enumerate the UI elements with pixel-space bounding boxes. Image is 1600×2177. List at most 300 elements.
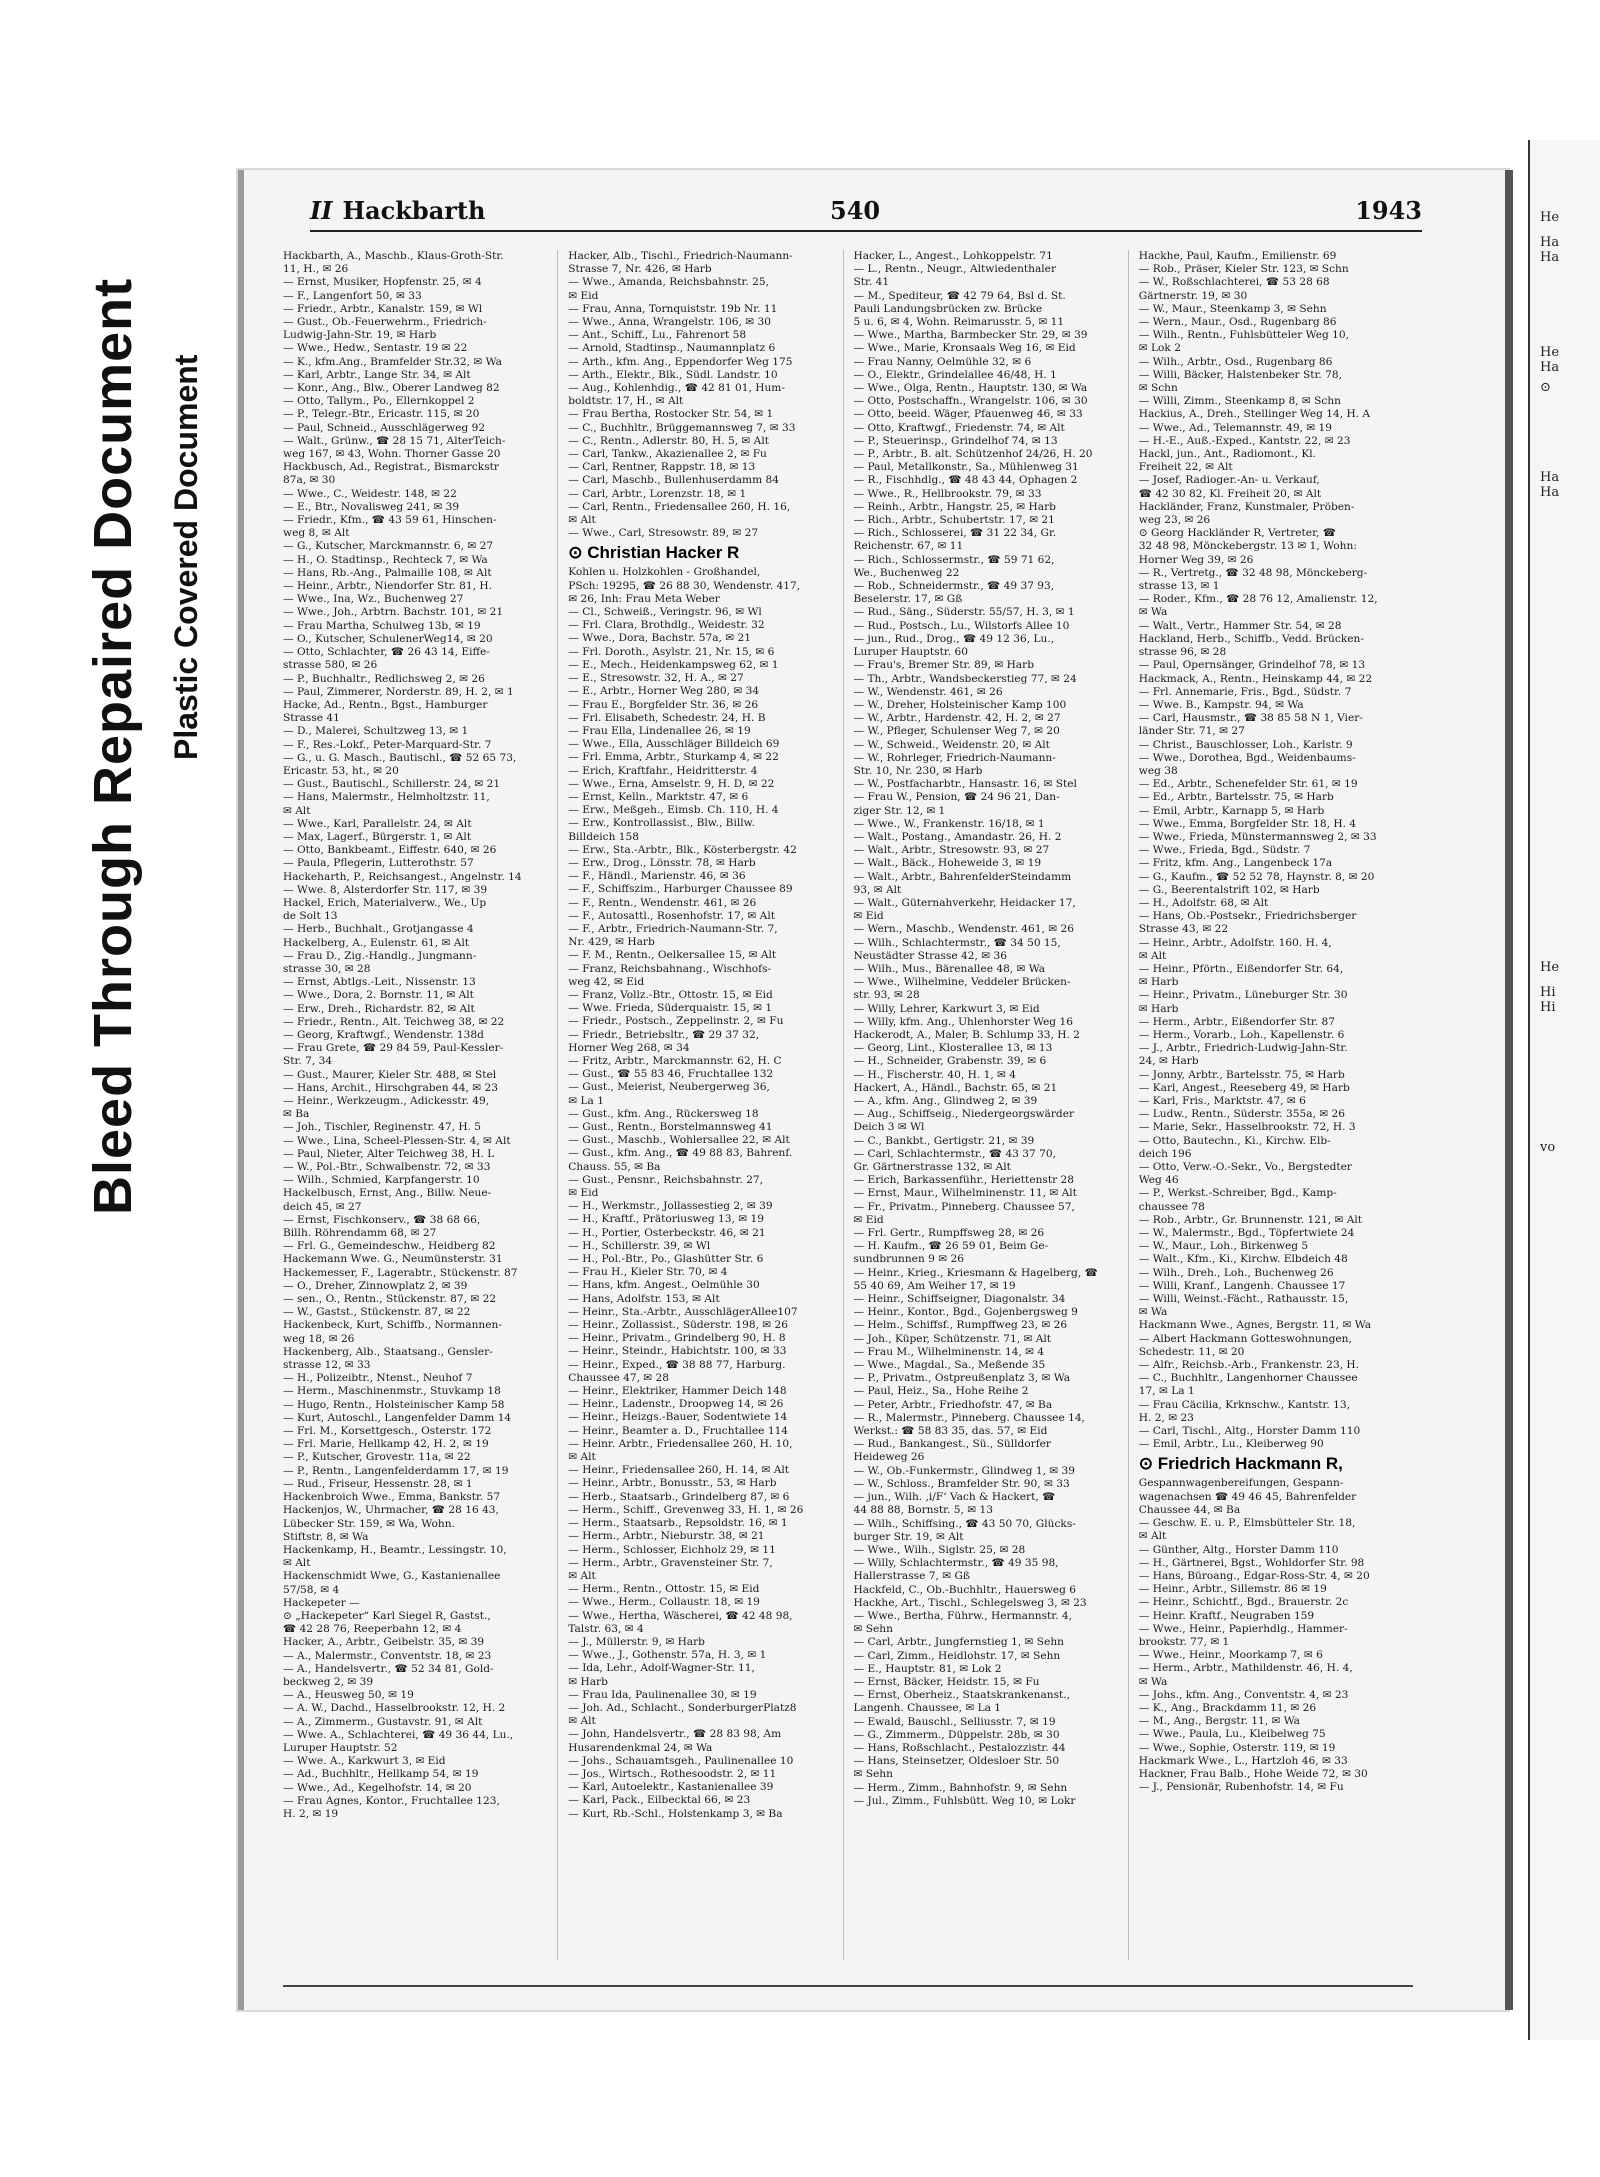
directory-entry: — Marie, Sekr., Hasselbrookstr. 72, H. 3	[1138, 1121, 1356, 1134]
directory-entry: — Wwe., Ad., Telemannstr. 49, ✉ 19	[1138, 421, 1333, 434]
directory-entry: — Willy, Lehrer, Karkwurt 3, ✉ Eid	[853, 1002, 1040, 1015]
directory-entry: — Friedr., Rentn., Alt. Teichweg 38, ✉ 22	[283, 1015, 505, 1028]
directory-entry: — Rud., Säng., Süderstr. 55/57, H. 3, ✉ 1	[853, 606, 1075, 619]
directory-entry: — C., Buchhltr., Brüggemannsweg 7, ✉ 33	[568, 421, 796, 434]
directory-entry: Talstr. 63, ✉ 4	[568, 1622, 644, 1635]
directory-entry: — Wwe., Marie, Kronsaals Weg 16, ✉ Eid	[853, 342, 1076, 355]
directory-entry: ⊙ Georg Hackländer R, Vertreter, ☎	[1138, 527, 1336, 540]
directory-entry: — Aug., Schiffseig., Niedergeorgswärder	[853, 1108, 1075, 1121]
directory-entry: — Hans, kfm. Angest., Oelmühle 30	[568, 1279, 760, 1292]
directory-entry: — C., Bankbt., Gertigstr. 21, ✉ 39	[853, 1134, 1035, 1147]
directory-entry: — Carl, Tankw., Akazienallee 2, ✉ Fu	[568, 448, 767, 461]
directory-entry: wagenachsen ☎ 49 46 45, Bahrenfelder	[1138, 1490, 1357, 1503]
directory-entry: Horner Weg 268, ✉ 34	[568, 1041, 690, 1054]
directory-entry: — Wilh., Dreh., Loh., Buchenweg 26	[1138, 1266, 1334, 1279]
directory-entry: ✉ Wa	[1138, 1675, 1168, 1688]
directory-entry: Hackenkamp, H., Beamtr., Lessingstr. 10,	[283, 1543, 507, 1556]
directory-entry: Hackerodt, A., Maler, B. Schlump 33, H. 2	[853, 1028, 1080, 1041]
directory-entry: — Heinr., Zollassist., Süderstr. 198, ✉ 26	[568, 1319, 789, 1332]
directory-entry: — W., Maur., Loh., Birkenweg 5	[1138, 1240, 1309, 1253]
directory-entry: — Wilh., Schiffsing., ☎ 43 50 70, Glücks-	[853, 1517, 1076, 1530]
directory-entry: ✉ Wa	[1138, 606, 1168, 619]
directory-entry: — Willy, Schlachtermstr., ☎ 49 35 98,	[853, 1557, 1059, 1570]
directory-entry: — Wwe., W., Frankenstr. 16/18, ✉ 1	[853, 817, 1045, 830]
directory-entry: Hacker, A., Arbtr., Geibelstr. 35, ✉ 39	[283, 1636, 485, 1649]
directory-entry: — Frau Ella, Lindenallee 26, ✉ 19	[568, 724, 751, 737]
directory-entry: — Hans, Rb.-Ang., Palmaille 108, ✉ Alt	[283, 566, 492, 579]
directory-entry: — Geschw. E. u. P., Elmsbütteler Str. 18,	[1138, 1517, 1356, 1530]
directory-entry: — Gust., Bautischl., Schillerstr. 24, ✉ 21	[283, 778, 501, 791]
directory-entry: ✉ Wa	[1138, 1306, 1168, 1319]
directory-entry: — Wwe., Ina, Wz., Buchenweg 27	[283, 593, 464, 606]
directory-entry: Str. 10, Nr. 230, ✉ Harb	[853, 764, 983, 777]
directory-entry: — W., Maur., Steenkamp 3, ✉ Sehn	[1138, 302, 1327, 315]
directory-entry: — Frau Grete, ☎ 29 84 59, Paul-Kessler-	[283, 1042, 504, 1055]
directory-entry: ✉ Alt	[568, 1715, 596, 1728]
directory-entry: — Carl, Tischl., Altg., Horster Damm 110	[1138, 1425, 1361, 1438]
directory-entry: — W., Rohrleger, Friedrich-Naumann-	[853, 751, 1056, 764]
directory-entry: — Herm., Arbtr., Eißendorfer Str. 87	[1138, 1015, 1335, 1028]
next-page-fragment: Ha	[1540, 470, 1560, 485]
directory-entry: — Heinr., Sta.-Arbtr., AusschlägerAllee107	[568, 1305, 798, 1318]
directory-entry: — Frl. M., Korsettgesch., Osterstr. 172	[283, 1425, 492, 1438]
directory-entry: burger Str. 19, ✉ Alt	[853, 1530, 964, 1543]
directory-entry: 55 40 69, Am Weiher 17, ✉ 19	[853, 1279, 1016, 1292]
directory-entry: — Kurt, Autoschl., Langenfelder Damm 14	[283, 1411, 512, 1424]
directory-entry: — Johs., kfm. Ang., Conventstr. 4, ✉ 23	[1138, 1688, 1349, 1701]
directory-entry: — Frl. Gertr., Rumpffsweg 28, ✉ 26	[853, 1227, 1045, 1240]
directory-entry: ✉ Alt	[283, 1557, 311, 1570]
directory-entry: — Heinr., Arbtr., Niendorfer Str. 81, H.	[283, 580, 493, 593]
plastic-covered-stamp: Plastic Covered Document	[168, 354, 204, 760]
directory-entry: — H., Schillerstr. 39, ✉ Wl	[568, 1239, 711, 1252]
directory-entry: — Hans, Adolfstr. 153, ✉ Alt	[568, 1292, 720, 1305]
directory-entry: weg 8, ✉ Alt	[283, 527, 350, 540]
directory-entry: — Heinr., Elektriker, Hammer Deich 148	[568, 1385, 787, 1398]
directory-entry: — P., Steuerinsp., Grindelhof 74, ✉ 13	[853, 434, 1058, 447]
directory-entry: — Max, Lagerf., Bürgerstr. 1, ✉ Alt	[283, 830, 472, 843]
directory-entry: — Wern., Maur., Osd., Rugenbarg 86	[1138, 316, 1337, 329]
directory-entry: Gärtnerstr. 19, ✉ 30	[1138, 289, 1248, 302]
directory-entry: — F., Schiffszim., Harburger Chaussee 89	[568, 883, 793, 896]
bleed-suffix-text: Repaired Document	[83, 277, 143, 805]
directory-entry: — Heinr., Heizgs.-Bauer, Sodentwiete 14	[568, 1411, 788, 1424]
directory-entry: — G., Beerentalstrift 102, ✉ Harb	[1138, 883, 1320, 896]
next-page-fragment: Hi	[1540, 1000, 1556, 1015]
directory-entry: Hackner, Frau Balb., Hohe Weide 72, ✉ 30	[1138, 1767, 1368, 1780]
directory-entry: — Arth., Elektr., Blk., Südl. Landstr. 10	[568, 368, 778, 381]
directory-entry: Strasse 7, Nr. 426, ✉ Harb	[568, 263, 712, 276]
directory-entry: — P., Telegr.-Btr., Ericastr. 115, ✉ 20	[283, 408, 480, 421]
directory-entry: — Walt., Bäck., Hoheweide 3, ✉ 19	[853, 857, 1042, 870]
directory-entry: 17, ✉ La 1	[1138, 1385, 1195, 1398]
directory-entry: — Wwe., Carl, Stresowstr. 89, ✉ 27	[568, 527, 759, 540]
directory-entry: — Frl. Marie, Hellkamp 42, H. 2, ✉ 19	[283, 1438, 489, 1451]
directory-entry: — C., Buchhltr., Langenhorner Chaussee	[1138, 1372, 1358, 1385]
directory-entry: — Albert Hackmann Gotteswohnungen,	[1138, 1332, 1352, 1345]
directory-entry: — E., Mech., Heidenkampsweg 62, ✉ 1	[568, 658, 779, 671]
directory-entry: — Wwe., Karl, Parallelstr. 24, ✉ Alt	[283, 817, 472, 830]
directory-entry: — Frl. Doroth., Asylstr. 21, Nr. 15, ✉ 6	[568, 645, 775, 658]
directory-entry: — F., Res.-Lokf., Peter-Marquard-Str. 7	[283, 738, 492, 751]
directory-entry: — D., Malerei, Schultzweg 13, ✉ 1	[283, 725, 469, 738]
directory-entry: — Wwe. B., Kampstr. 94, ✉ Wa	[1138, 698, 1304, 711]
directory-entry: — Hans, Roßschlacht., Pestalozzistr. 44	[853, 1741, 1066, 1754]
directory-entry: — Wwe., Dora, Bachstr. 57a, ✉ 21	[568, 632, 751, 645]
directory-entry: — Wwe., Martha, Barmbecker Str. 29, ✉ 39	[853, 329, 1088, 342]
directory-entry: Hackmark Wwe., L., Hartzloh 46, ✉ 33	[1138, 1754, 1348, 1767]
directory-entry: — Ernst, Abtlgs.-Leit., Nissenstr. 13	[283, 976, 476, 989]
directory-entry: — Wwe., Hedw., Sentastr. 19 ✉ 22	[283, 342, 468, 355]
directory-entry: — Heinr. Arbtr., Friedensallee 260, H. 10,	[568, 1437, 793, 1450]
next-page-fragment: Ha	[1540, 485, 1560, 500]
directory-entry: 11, H., ✉ 26	[283, 263, 349, 276]
bleed-through-stamp	[82, 278, 144, 1215]
directory-entry: — Wwe. A., Schlachterei, ☎ 49 36 44, Lu.,	[283, 1728, 514, 1741]
directory-entry: — W., Arbtr., Hardenstr. 42, H. 2, ✉ 27	[853, 712, 1061, 725]
directory-entry: — Paul, Opernsänger, Grindelhof 78, ✉ 13	[1138, 659, 1366, 672]
directory-entry: — G., Kutscher, Marckmannstr. 6, ✉ 27	[283, 540, 494, 553]
directory-entry: — F., Händl., Marienstr. 46, ✉ 36	[568, 870, 746, 883]
directory-entry: — Carl, Schlachtermstr., ☎ 43 37 70,	[853, 1147, 1056, 1160]
directory-entry: — Walt., Güternahverkehr, Heidacker 17,	[853, 896, 1076, 909]
directory-entry: — F., Autosattl., Rosenhofstr. 17, ✉ Alt	[568, 909, 775, 922]
directory-entry: ✉ Eid	[853, 910, 884, 923]
directory-entry: ☎ 42 28 76, Reeperbahn 12, ✉ 4	[283, 1623, 462, 1636]
directory-entry: — Wwe., Emma, Borgfelder Str. 18, H. 4	[1138, 817, 1357, 830]
directory-entry: — Ernst, Maur., Wilhelminenstr. 11, ✉ Alt	[853, 1187, 1077, 1200]
page-edge-left	[238, 170, 244, 2010]
directory-entry: Hackhe, Paul, Kaufm., Emilienstr. 69	[1138, 250, 1337, 262]
directory-entry: — Aug., Kohlenhdig., ☎ 42 81 01, Hum-	[568, 382, 785, 395]
directory-entry: Str. 41	[853, 276, 890, 289]
directory-entry: — Heinr., Beamter a. D., Fruchtallee 114	[568, 1424, 789, 1437]
directory-entry: — Friedr., Postsch., Zeppelinstr. 2, ✉ Fu	[568, 1015, 784, 1028]
directory-entry: str. 93, ✉ 28	[853, 989, 920, 1002]
directory-entry: — W., Schweid., Weidenstr. 20, ✉ Alt	[853, 738, 1050, 751]
directory-entry: Hackemesser, F., Lagerabtr., Stückenstr. 87	[283, 1266, 518, 1279]
directory-entry: — Karl, Autoelektr., Kastanienallee 39	[568, 1781, 774, 1794]
directory-entry: Nr. 429, ✉ Harb	[568, 936, 655, 949]
directory-entry: — Wilh., Arbtr., Osd., Rugenbarg 86	[1138, 355, 1333, 368]
directory-entry: — Wwe., Lina, Scheel-Plessen-Str. 4, ✉ Alt	[283, 1134, 511, 1147]
directory-entry: — Ernst, Bäcker, Heidstr. 15, ✉ Fu	[853, 1675, 1040, 1688]
directory-entry: — Otto, beeid. Wäger, Pfauenweg 46, ✉ 33	[853, 408, 1083, 421]
directory-entry: — Fritz, Arbtr., Marckmannstr. 62, H. C	[568, 1054, 782, 1067]
directory-entry: — Wwe., Hertha, Wäscherei, ☎ 42 48 98,	[568, 1609, 793, 1622]
directory-entry: 44 88 88, Bornstr. 5, ✉ 13	[853, 1504, 993, 1517]
directory-entry: — Frau M., Wilhelminenstr. 14, ✉ 4	[853, 1345, 1045, 1358]
directory-entry: — Heinr., Ladenstr., Droopweg 14, ✉ 26	[568, 1398, 784, 1411]
directory-entry: — E., Arbtr., Horner Weg 280, ✉ 34	[568, 685, 760, 698]
next-page-fragment: He	[1540, 345, 1560, 360]
directory-entry: Hackert, A., Händl., Bachstr. 65, ✉ 21	[853, 1081, 1058, 1094]
directory-entry: — W., Postfacharbtr., Hansastr. 16, ✉ Stel	[853, 778, 1077, 791]
directory-entry: — Hans, Malermstr., Helmholtzstr. 11,	[283, 791, 490, 804]
directory-entry: — G., Zimmerm., Düppelstr. 28b, ✉ 30	[853, 1728, 1060, 1741]
directory-entry: — F., Arbtr., Friedrich-Naumann-Str. 7,	[568, 922, 778, 935]
directory-entry: — Willi, Zimm., Steenkamp 8, ✉ Schn	[1138, 395, 1342, 408]
directory-entry: — Johs., Schauamtsgeh., Paulinenallee 10	[568, 1754, 794, 1767]
directory-entry: — Frau Bertha, Rostocker Str. 54, ✉ 1	[568, 408, 774, 421]
directory-entry: — Karl, Angest., Reeseberg 49, ✉ Harb	[1138, 1081, 1350, 1094]
directory-entry: — P., Kutscher, Grovestr. 11a, ✉ 22	[283, 1451, 471, 1464]
directory-entry: Hackius, A., Dreh., Stellinger Weg 14, H. A	[1138, 408, 1371, 421]
directory-entry: Lübecker Str. 159, ✉ Wa, Wohn.	[283, 1517, 455, 1530]
directory-entry: — P., Buchhaltr., Redlichsweg 2, ✉ 26	[283, 672, 485, 685]
directory-entry: — Wern., Maschb., Wendenstr. 461, ✉ 26	[853, 923, 1074, 936]
directory-entry: — Frl. Clara, Brothdlg., Weidestr. 32	[568, 619, 765, 632]
directory-entry: — Heinr., Schichtf., Bgd., Brauerstr. 2c	[1138, 1596, 1349, 1609]
directory-entry: — R., Vertretg., ☎ 32 48 98, Mönckeberg-	[1138, 566, 1368, 579]
directory-entry: 32 48 98, Mönckebergstr. 13 ✉ 1, Wohn:	[1138, 540, 1357, 553]
directory-entry: — O., Dreher, Zinnowplatz 2, ✉ 39	[283, 1279, 468, 1292]
directory-entry: — P., Rentn., Langenfelderdamm 17, ✉ 19	[283, 1464, 509, 1477]
directory-entry: H. 2, ✉ 23	[1138, 1411, 1194, 1424]
directory-entry: — H., O. Stadtinsp., Rechteck 7, ✉ Wa	[283, 553, 488, 566]
directory-entry: Husarendenkmal 24, ✉ Wa	[568, 1741, 713, 1754]
directory-entry: — Wwe., Anna, Wrangelstr. 106, ✉ 30	[568, 316, 771, 329]
directory-entry: — A. W., Dachd., Hasselbrookstr. 12, H. 2	[283, 1702, 506, 1715]
directory-entry: — Wwe., Ad., Kegelhofstr. 14, ✉ 20	[283, 1781, 472, 1794]
directory-entry: — Peter, Arbtr., Friedhofstr. 47, ✉ Ba	[853, 1398, 1053, 1411]
directory-entry: — H., Schneider, Grabenstr. 39, ✉ 6	[853, 1055, 1047, 1068]
directory-entry: — Wwe., Heinr., Moorkamp 7, ✉ 6	[1138, 1649, 1323, 1662]
directory-entry: — Otto, Bankbeamt., Eiffestr. 640, ✉ 26	[283, 844, 497, 857]
directory-entry: — H., Fischerstr. 40, H. 1, ✉ 4	[853, 1068, 1017, 1081]
directory-entry: — Walt., Vertr., Hammer Str. 54, ✉ 28	[1138, 619, 1342, 632]
directory-entry: — Arnold, Stadtinsp., Naumannplatz 6	[568, 342, 776, 355]
directory-entry: — Wwe., J., Gothenstr. 57a, H. 3, ✉ 1	[568, 1649, 767, 1662]
directory-entry: deich 45, ✉ 27	[283, 1200, 362, 1213]
directory-entry: — Herm., Staatsarb., Repsoldstr. 16, ✉ 1	[568, 1517, 788, 1530]
directory-entry: Chaussee 47, ✉ 28	[568, 1371, 670, 1384]
directory-entry: — W., Pol.-Btr., Schwalbenstr. 72, ✉ 33	[283, 1161, 491, 1174]
directory-entry: ✉ Alt	[568, 514, 596, 527]
column-1	[283, 250, 558, 1960]
directory-entry: — Frau W., Pension, ☎ 24 96 21, Dan-	[853, 791, 1060, 804]
directory-entry: — W., Ob.-Funkermstr., Glindweg 1, ✉ 39	[853, 1464, 1076, 1477]
directory-entry: — Otto, Schlachter, ☎ 26 43 14, Eiffe-	[283, 646, 490, 659]
directory-entry: 57/58, ✉ 4	[283, 1583, 340, 1596]
directory-entry: — Carl, Arbtr., Jungfernstieg 1, ✉ Sehn	[853, 1636, 1064, 1649]
directory-entry: — Ludw., Rentn., Süderstr. 355a, ✉ 26	[1138, 1108, 1346, 1121]
directory-entry: — Otto, Verw.-O.-Sekr., Vo., Bergstedter	[1138, 1161, 1352, 1174]
directory-entry: — Heinr., Pförtn., Eißendorfer Str. 64,	[1138, 962, 1344, 975]
directory-entry: — M., Spediteur, ☎ 42 79 64, Bsl d. St.	[853, 289, 1066, 302]
directory-entry: — Rud., Friseur, Hessenstr. 28, ✉ 1	[283, 1477, 473, 1490]
directory-entry: — Wwe., Herm., Collaustr. 18, ✉ 19	[568, 1596, 760, 1609]
directory-entry: — Paul, Heiz., Sa., Hohe Reihe 2	[853, 1385, 1029, 1398]
directory-entry: — C., Rentn., Adlerstr. 80, H. 5, ✉ Alt	[568, 434, 769, 447]
directory-entry: — A., Handelsvertr., ☎ 52 34 81, Gold-	[283, 1662, 494, 1675]
directory-entry: — Frau, Anna, Tornquiststr. 19b Nr. 11	[568, 302, 778, 315]
directory-entry: — Erw., Sta.-Arbtr., Blk., Kösterbergstr. 42	[568, 843, 797, 856]
directory-entry: ✉ 26, Inh: Frau Meta Weber	[568, 592, 720, 605]
directory-entry: strasse 96, ✉ 28	[1138, 646, 1227, 659]
directory-entry: — W., Wendenstr. 461, ✉ 26	[853, 685, 1003, 698]
directory-entry: de Solt 13	[283, 910, 338, 923]
next-page-fragment: He	[1540, 960, 1560, 975]
directory-entry: — R., Malermstr., Pinneberg. Chaussee 14,	[853, 1411, 1085, 1424]
directory-entry: — Erw., Kontrollassist., Blw., Billw.	[568, 817, 755, 830]
directory-entry: — Carl, Arbtr., Lorenzstr. 18, ✉ 1	[568, 487, 747, 500]
directory-entry: — G., u. G. Masch., Bautischl., ☎ 52 65 73,	[283, 751, 517, 764]
directory-entry: ziger Str. 12, ✉ 1	[853, 804, 946, 817]
directory-entry: — Heinr., Privatm., Lüneburger Str. 30	[1138, 989, 1348, 1002]
directory-entry: — Hans, Archit., Hirschgraben 44, ✉ 23	[283, 1081, 498, 1094]
directory-entry: — E., Btr., Novalisweg 241, ✉ 39	[283, 500, 460, 513]
directory-entry: weg 167, ✉ 43, Wohn. Thorner Gasse 20	[283, 448, 501, 461]
page-header	[310, 196, 1422, 232]
directory-entry: — F., Langenfort 50, ✉ 33	[283, 289, 422, 302]
directory-entry: ☎ 42 30 82, Kl. Freiheit 20, ✉ Alt	[1138, 487, 1322, 500]
directory-entry: — Carl, Zimm., Heidlohstr. 17, ✉ Sehn	[853, 1649, 1061, 1662]
directory-entry: Hackbusch, Ad., Registrat., Bismarckstr	[283, 461, 499, 474]
directory-entry: — Ewald, Bauschl., Selliusstr. 7, ✉ 19	[853, 1715, 1056, 1728]
directory-entry: — Kurt, Rb.-Schl., Holstenkamp 3, ✉ Ba	[568, 1807, 783, 1820]
directory-entry: — Frau E., Borgfelder Str. 36, ✉ 26	[568, 698, 759, 711]
directory-entry: — Karl, Fris., Marktstr. 47, ✉ 6	[1138, 1095, 1306, 1107]
directory-entry: — Christ., Bauschlosser, Loh., Karlstr. 9	[1138, 738, 1353, 751]
directory-entry: — Herb., Buchhalt., Grotjangasse 4	[283, 923, 474, 936]
directory-entry: — Wwe., Olga, Rentn., Hauptstr. 130, ✉ Wa	[853, 382, 1088, 395]
directory-entry: — L., Rentn., Neugr., Altwiedenthaler	[853, 263, 1057, 276]
directory-entry: Stiftstr. 8, ✉ Wa	[283, 1530, 369, 1543]
directory-entry: Hackenjos, W., Uhrmacher, ☎ 28 16 43,	[283, 1504, 499, 1517]
directory-entry: — Willi, Weinst.-Fächt., Rathausstr. 15,	[1138, 1293, 1349, 1306]
next-page-fragment: Hi	[1540, 985, 1556, 1000]
directory-entry: — Wwe., Bertha, Führw., Hermannstr. 4,	[853, 1609, 1073, 1622]
directory-entry: — Walt., Grünw., ☎ 28 15 71, AlterTeich-	[283, 434, 506, 447]
header-left	[310, 196, 485, 225]
directory-entry: 5 u. 6, ✉ 4, Wohn. Reimarusstr. 5, ✉ 11	[853, 316, 1065, 329]
directory-entry: — Heinr. Kraftf., Neugraben 159	[1138, 1609, 1315, 1622]
directory-columns	[283, 250, 1413, 1960]
directory-entry: — Herm., Schlosser, Eichholz 29, ✉ 11	[568, 1543, 776, 1556]
directory-entry: Chaussee 44, ✉ Ba	[1138, 1503, 1241, 1516]
directory-entry: — jun., Wilh. ‚i/F‘ Vach & Hackert, ☎	[853, 1491, 1056, 1504]
directory-entry: We., Buchenweg 22	[853, 566, 960, 579]
directory-entry: — E., Stresowstr. 32, H. A., ✉ 27	[568, 672, 744, 685]
directory-entry: Pauli Landungsbrücken zw. Brücke	[853, 302, 1043, 315]
directory-entry: — E., Hauptstr. 81, ✉ Lok 2	[853, 1662, 1002, 1675]
directory-entry: Billdeich 158	[568, 830, 639, 843]
directory-entry: — Jos., Wirtsch., Rothesoodstr. 2, ✉ 11	[568, 1767, 777, 1780]
directory-entry: Freiheit 22, ✉ Alt	[1138, 461, 1233, 474]
directory-entry: — Herm., Schiff., Grevenweg 33, H. 1, ✉ 26	[568, 1503, 804, 1516]
directory-entry: — Erw., Meßgeh., Eimsb. Ch. 110, H. 4	[568, 804, 779, 817]
directory-entry: — Joh., Tischler, Reginenstr. 47, H. 5	[283, 1121, 482, 1134]
directory-entry: — H. Kaufm., ☎ 26 59 01, Beim Ge-	[853, 1240, 1049, 1253]
directory-entry: — Wwe. Frieda, Süderquaistr. 15, ✉ 1	[568, 1002, 773, 1015]
directory-entry: — Roder., Kfm., ☎ 28 76 12, Amalienstr. 12,	[1138, 593, 1378, 606]
directory-entry: — Wwe., Ella, Ausschläger Billdeich 69	[568, 738, 780, 751]
directory-entry: — O., Elektr., Grindelallee 46/48, H. 1	[853, 368, 1057, 381]
directory-entry: — Konr., Ang., Blw., Oberer Landweg 82	[283, 382, 500, 395]
directory-entry: Ludwig-Jahn-Str. 19, ✉ Harb	[283, 329, 437, 342]
directory-entry: Hackelberg, A., Eulenstr. 61, ✉ Alt	[283, 936, 470, 949]
directory-entry: — Wilh., Schmied, Karpfangerstr. 10	[283, 1174, 480, 1187]
directory-entry: ✉ Lok 2	[1138, 342, 1181, 355]
directory-entry: — Paul, Nieter, Alter Teichweg 38, H. L	[283, 1147, 495, 1160]
directory-entry: — Ernst, Oberheiz., Staatskrankenanst.,	[853, 1689, 1071, 1702]
directory-entry: ✉ Alt	[1138, 949, 1167, 962]
directory-entry: — Gust., Maurer, Kieler Str. 488, ✉ Stel	[283, 1068, 497, 1081]
directory-entry: — Wwe. 8, Alsterdorfer Str. 117, ✉ 39	[283, 883, 488, 896]
directory-entry: — Herm., Maschinenmstr., Stuvkamp 18	[283, 1385, 501, 1398]
directory-entry: — Heinr., Privatm., Grindelberg 90, H. 8	[568, 1332, 786, 1345]
directory-entry: — Josef, Radioger.-An- u. Verkauf,	[1138, 474, 1320, 487]
directory-entry: — Friedr., Kfm., ☎ 43 59 61, Hinschen-	[283, 514, 497, 527]
directory-entry: ✉ Alt	[568, 1569, 596, 1582]
directory-entry: — Walt., Kfm., Ki., Kirchw. Elbdeich 48	[1138, 1253, 1348, 1266]
directory-entry: — Walt., Arbtr., BahrenfelderSteindamm	[853, 870, 1072, 883]
directory-entry: — Herm., Zimm., Bahnhofstr. 9, ✉ Sehn	[853, 1781, 1068, 1794]
directory-entry: — Herm., Arbtr., Gravensteiner Str. 7,	[568, 1556, 773, 1569]
next-page-fragment: Ha	[1540, 250, 1560, 265]
directory-entry: — Walt., Postang., Amandastr. 26, H. 2	[853, 830, 1062, 843]
directory-entry: weg 18, ✉ 26	[283, 1332, 355, 1345]
directory-entry: — W., Malermstr., Bgd., Töpfertwiete 24	[1138, 1227, 1355, 1240]
directory-entry: — Joh. Ad., Schlacht., SonderburgerPlatz8	[568, 1701, 797, 1714]
directory-entry: Schedestr. 11, ✉ 20	[1138, 1345, 1245, 1358]
directory-entry: — Walt., Arbtr., Stresowstr. 93, ✉ 27	[853, 844, 1050, 857]
directory-entry: — Wwe., Magdal., Sa., Meßende 35	[853, 1359, 1046, 1372]
directory-entry: — Erw., Dreh., Richardstr. 82, ✉ Alt	[283, 1002, 475, 1015]
page-bottom-rule	[283, 1985, 1413, 1987]
page-number: 540	[830, 196, 881, 225]
directory-entry: — A., kfm. Ang., Glindweg 2, ✉ 39	[853, 1095, 1038, 1107]
directory-entry: — Wwe., Joh., Arbtrn. Bachstr. 101, ✉ 21	[283, 606, 504, 619]
directory-entry: brookstr. 77, ✉ 1	[1138, 1635, 1230, 1648]
directory-entry: — Günther, Altg., Horster Damm 110	[1138, 1543, 1339, 1556]
directory-entry: — Wwe., Amanda, Reichsbahnstr. 25,	[568, 276, 769, 289]
directory-entry: — J., Müllerstr. 9, ✉ Harb	[568, 1635, 705, 1648]
directory-entry: — Erich, Barkassenführ., Heriettenstr 28	[853, 1174, 1075, 1187]
directory-entry: — Ernst, Kelln., Marktstr. 47, ✉ 6	[568, 790, 749, 803]
directory-entry: — Heinr., Arbtr., Adolfstr. 160. H. 4,	[1138, 936, 1332, 949]
directory-entry: Hackeharth, P., Reichsangest., Angelnstr. 14	[283, 870, 522, 883]
directory-entry: — W., Dreher, Holsteinischer Kamp 100	[853, 698, 1067, 711]
directory-entry: — Heinr., Steindr., Habichtstr. 100, ✉ 33	[568, 1345, 787, 1358]
directory-entry: Hackfeld, C., Ob.-Buchhltr., Hauersweg 6	[853, 1583, 1076, 1596]
directory-entry: — Ad., Buchhltr., Hellkamp 54, ✉ 19	[283, 1768, 479, 1781]
directory-entry: — Fr., Privatm., Pinneberg. Chaussee 57,	[853, 1200, 1075, 1213]
directory-entry: — Carl, Maschb., Bullenhuserdamm 84	[568, 474, 779, 487]
directory-entry: ⊙ „Hackepeter“ Karl Siegel R, Gastst.,	[283, 1609, 491, 1622]
directory-entry: — Wwe., Wilhelmine, Veddeler Brücken-	[853, 976, 1071, 989]
directory-entry: ✉ Eid	[853, 1213, 884, 1226]
next-page-fragment: Ha	[1540, 235, 1560, 250]
directory-entry: Hackel, Erich, Materialverw., We., Up	[283, 896, 487, 909]
next-page-edge	[1528, 140, 1600, 2040]
directory-entry: Kohlen u. Holzkohlen - Großhandel,	[568, 566, 761, 579]
directory-entry: — Gust., Meierist, Neubergerweg 36,	[568, 1081, 770, 1094]
directory-entry: — Wwe., Frieda, Münstermannsweg 2, ✉ 33	[1138, 830, 1377, 843]
directory-entry: — Heinr., Arbtr., Sillemstr. 86 ✉ 19	[1138, 1583, 1327, 1596]
directory-entry: — Arth., kfm. Ang., Eppendorfer Weg 175	[568, 355, 793, 368]
directory-entry: — P., Werkst.-Schreiber, Bgd., Kamp-	[1138, 1187, 1337, 1200]
next-page-fragment: Ha	[1540, 360, 1560, 375]
directory-entry: Hackepeter —	[283, 1596, 360, 1609]
directory-entry: — Rud., Bankangest., Sü., Sülldorfer	[853, 1438, 1051, 1451]
directory-entry: — G., Kaufm., ☎ 52 52 78, Haynstr. 8, ✉ 20	[1138, 870, 1375, 883]
directory-entry: — Hans, Büroang., Edgar-Ross-Str. 4, ✉ 20	[1138, 1569, 1370, 1582]
directory-entry: weg 38	[1138, 764, 1178, 777]
header-name: Hackbarth	[342, 196, 486, 225]
directory-entry: — W., Pfleger, Schulenser Weg 7, ✉ 20	[853, 725, 1060, 738]
